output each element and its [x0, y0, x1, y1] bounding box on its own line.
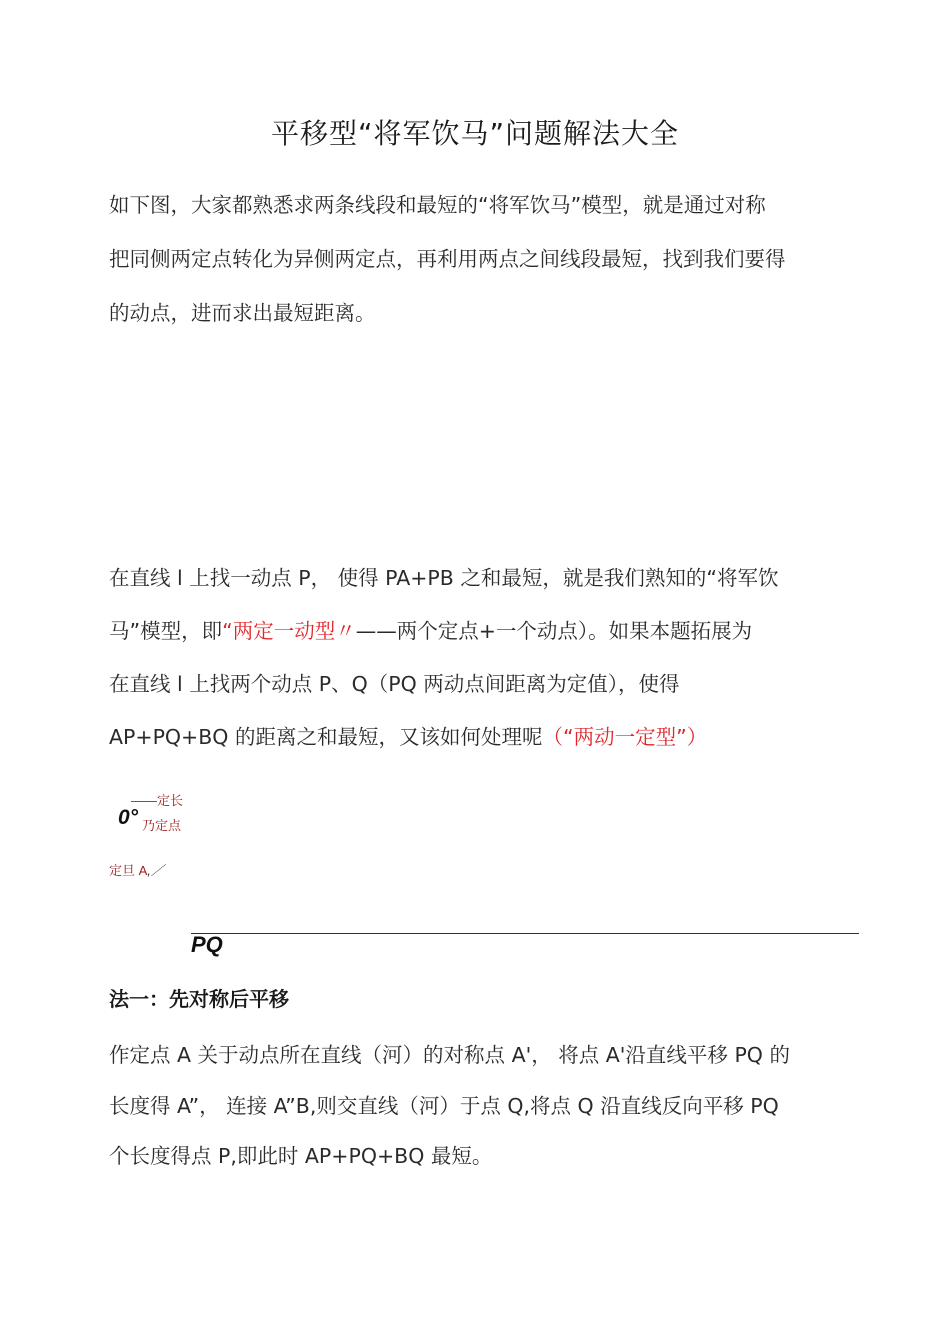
method-1-line-1: 作定点 A 关于动点所在直线（河）的对称点 A'， 将点 A'沿直线平移 PQ 的 — [109, 1043, 790, 1067]
method-1-heading: 法一：先对称后平移 — [109, 987, 289, 1011]
problem-line-2 — [109, 614, 752, 644]
river-line — [191, 933, 859, 934]
diagram-fixed-a-label — [109, 860, 164, 879]
problem-line-2-suffix: ——两个定点+一个动点）。如果本题拓展为 — [355, 619, 753, 643]
two-moving-one-fixed-label: （“两动一定型”） — [542, 725, 708, 749]
method-1-line-3: 个长度得点 P,即此时 AP+PQ+BQ 最短。 — [109, 1144, 493, 1168]
method-1-line-2: 长度得 A”， 连接 A”B,则交直线（河）于点 Q,将点 Q 沿直线反向平移 PQ — [109, 1094, 779, 1118]
intro-line-1: 如下图，大家都熟悉求两条线段和最短的“将军饮马”模型，就是通过对称 — [109, 193, 766, 217]
problem-line-4 — [109, 720, 707, 750]
diagram-fixed-point-label: 乃定点 — [142, 818, 182, 833]
problem-line-4-prefix: AP+PQ+BQ 的距离之和最短，又该如何处理呢 — [109, 725, 543, 749]
intro-line-2: 把同侧两定点转化为异侧两定点，再利用两点之间线段最短，找到我们要得 — [109, 247, 786, 271]
diagram-pq-label: PQ — [191, 932, 223, 957]
problem-line-3: 在直线 l 上找两个动点 P、Q（PQ 两动点间距离为定值），使得 — [109, 672, 680, 696]
intro-line-3: 的动点，进而求出最短距离。 — [109, 301, 376, 325]
diagram-slash-mark: ,／ — [147, 863, 164, 878]
diagram-degree-label: 0° — [118, 806, 139, 829]
problem-line-1: 在直线 l 上找一动点 P， 使得 PA+PB 之和最短，就是我们熟知的“将军饮 — [109, 566, 779, 590]
page-title: 平移型“将军饮马”问题解法大全 — [270, 117, 679, 150]
diagram-fixed-length-label: ——定长 — [131, 793, 184, 808]
problem-line-2-prefix: 马”模型，即 — [109, 619, 223, 643]
two-fixed-one-moving-label: “两定一动型〃 — [222, 619, 356, 643]
diagram-fixed-a-text: 定旦 A — [109, 863, 148, 878]
